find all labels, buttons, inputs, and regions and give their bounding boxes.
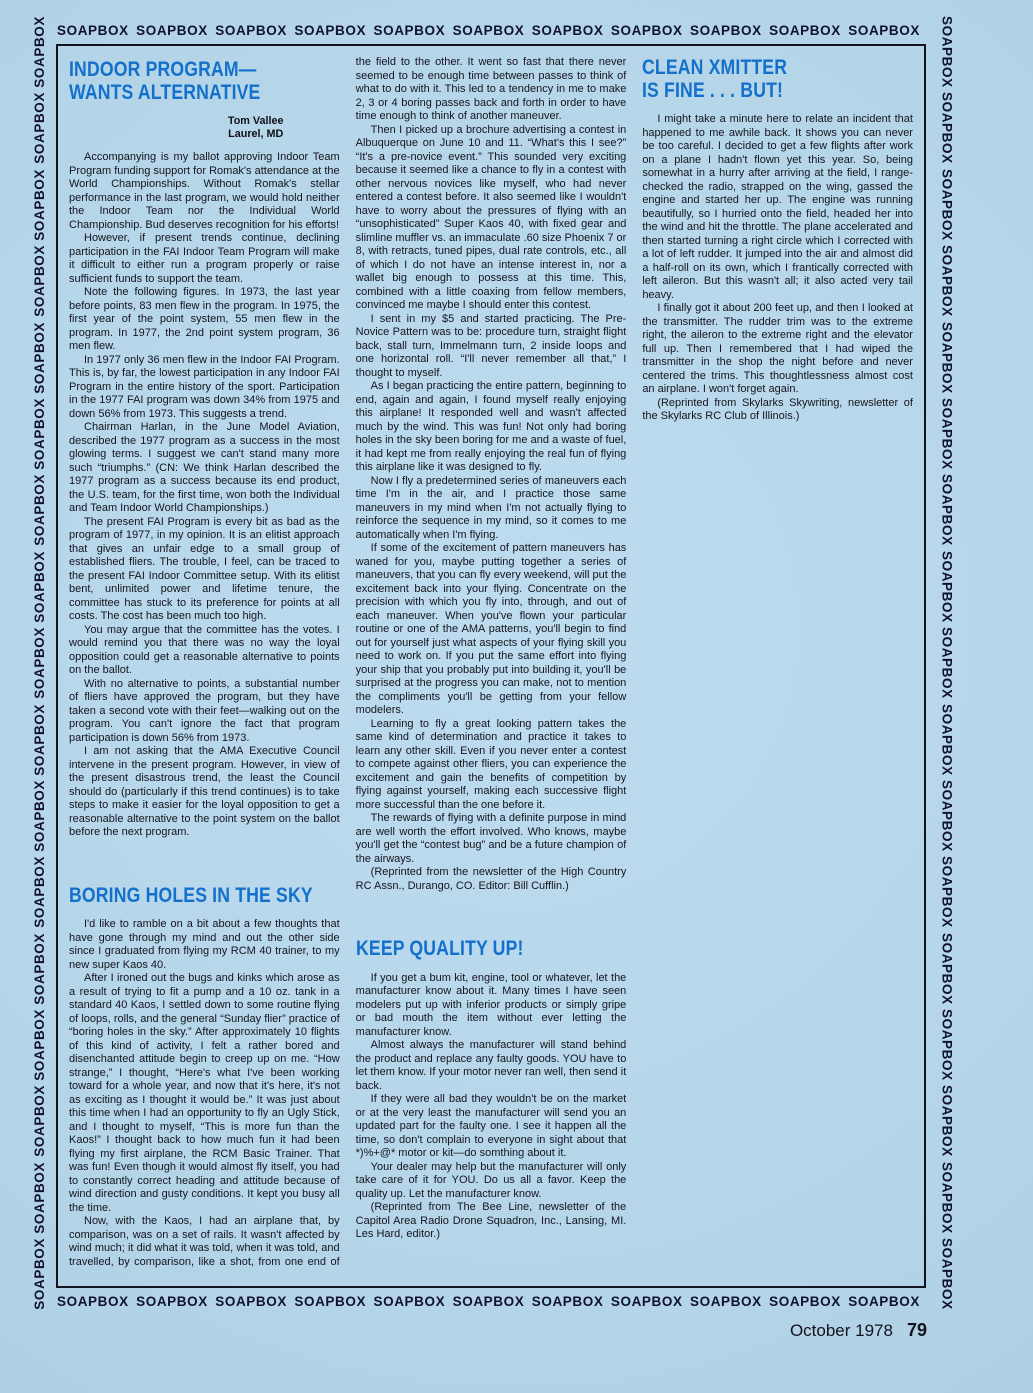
border-word: SOAPBOX [31, 397, 47, 470]
border-word: SOAPBOX [939, 550, 955, 623]
border-word: SOAPBOX [294, 23, 367, 38]
headline-line: WANTS ALTERNATIVE [69, 79, 261, 104]
headline-indoor-program [69, 58, 340, 103]
headline-boring-holes [69, 884, 340, 907]
body-paragraph: With no alternative to points, a substantial number of fliers have approved the program, but they have taken a second vote with their feet—walking out on the program. You can't ignore the fact that program participation is down 56% from 1973. [69, 677, 340, 744]
border-word: SOAPBOX [31, 779, 47, 852]
body-paragraph: If you get a bum kit, engine, tool or whatever, let the manufacturer know about it. Many times I have seen modelers put up with inferior products or simply gripe or bad mouth the item without ever letting the manufacturer know. [355, 971, 627, 1038]
body-paragraph: If they were all bad they wouldn't be on the market or at the very least the manufacturer will send you an updated part for the faulty one. I see it happen all the time, so don't complain to everyone in sight about that *)%+@* motor or kit—do somthing about it. [355, 1093, 627, 1159]
border-word: SOAPBOX [136, 23, 208, 38]
body-paragraph: Almost always the manufacturer will stand behind the product and replace any faulty goods. YOU have to let them know. If your motor never ran well, then send it back. [355, 1039, 627, 1092]
border-word: SOAPBOX [531, 1294, 604, 1309]
body-paragraph: After I ironed out the bugs and kinks which arose as a result of trying to fit a pump and a 10 oz. tank in a standard 40 Kaos, I settled down to some routine flying of loops, rolls, and the general “Sunday flier” practice of “boring holes in the sky.” After approximately 10 flights of this kind of activity, I felt a rather bored and disenchanted attitude begin to creep up on me. “How strange,” I thought, “Here's what I've been working toward for a whole year, and now that it's here, it's not as exciting as I thought it would be.” It was just about this time when I had an opportunity to fly an Ugly Stick, and I thought to myself, “This is more fun than the Kaos!” I thought back to how much fun it had been flying my first airplane, the RCM Basic Trainer. That was fun! Even though it would almost fly itself, you had to constantly correct heading and attitude because of wind direction and gusty conditions. It kept you busy all the time. [69, 972, 340, 1214]
border-word: SOAPBOX [31, 703, 47, 776]
border-word: SOAPBOX [31, 321, 47, 394]
border-word: SOAPBOX [939, 168, 955, 241]
border-word: SOAPBOX [31, 627, 47, 699]
body-paragraph: Now, with the Kaos, I had an airplane that, by comparison, was on a set of rails. It wasn't affected by wind much; it did what it was told, when it was told, and travelled, by comparison, like a shot, from one end of the field to the other. It went so fast that there never seemed to be enough time between passes to think of what to do with it. This led to a tendency in me to make 2, 3 or 4 boring passes back and forth in order to have time enough to think of another maneuver. [69, 56, 627, 1268]
border-word: SOAPBOX [452, 23, 525, 38]
border-word: SOAPBOX [215, 1294, 287, 1309]
body-paragraph: I'd like to ramble on a bit about a few thoughts that have gone through my mind and out the other side since I graduated from flying my RCM 40 trainer, to my new super Kaos 40. [69, 918, 340, 971]
border-word: SOAPBOX [373, 23, 446, 38]
body-paragraph: The present FAI Program is every bit as bad as the program of 1977, in my opinion. It is an elitist approach that gives an unfair edge to a small group of established fliers. The trouble, I feel, can be traced to the present FAI Indoor Committee setup. With its elitist bent, unlimited power and lifetime tenure, the committee has stuck to its preference for points at all costs. The cost has been much too high. [69, 515, 340, 622]
border-word: SOAPBOX [939, 474, 955, 547]
headline-line: BORING HOLES IN THE SKY [69, 882, 313, 907]
border-word: SOAPBOX [610, 23, 683, 38]
border-word: SOAPBOX [57, 23, 129, 38]
border-soapbox-left [28, 16, 50, 1310]
body-paragraph: Then I picked up a brochure advertising a contest in Albuquerque on June 10 and 11. “What's this I see?” “It's a pre-novice event.” This sounded very exciting because it seemed like a chance to fly in a contest with other nervous novices like myself, who had never entered a contest before. It also seemed like I wouldn't have to worry about the pressures of flying with an “unsophisticated” Super Kaos 40, with fixed gear and slimline muffler vs. an immaculate .60 size Phoenix 7 or 8, with retracts, tuned pipes, dual rate controls, etc., all of which I do not have an intense interest in, nor a wallet big enough to possess at this time. This, combined with a little coaxing from fellow members, convinced me maybe I should enter this contest. [355, 123, 627, 311]
byline [177, 115, 334, 141]
body-paragraph: I sent in my $5 and started practicing. The Pre-Novice Pattern was to be: procedure turn, straight flight back, stall turn, Immelmann turn, 2 inside loops and one horizontal roll. “I'll never remember all that,” I thought to myself. [355, 312, 627, 379]
border-word: SOAPBOX [31, 1161, 47, 1234]
body-paragraph: Now I fly a predetermined series of maneuvers each time I'm in the air, and I practice those same maneuvers in my mind when I'm not actually flying to reinforce the sequence in my mind, so it comes to me automatically when I'm flying. [355, 474, 627, 541]
border-word: SOAPBOX [690, 23, 762, 38]
body-paragraph: The rewards of flying with a definite purpose in mind are well worth the effort involved. Who knows, maybe you'll get the “contest bug” and be a future champion of the airways. [355, 812, 627, 865]
border-word: SOAPBOX [769, 1294, 841, 1309]
border-word: SOAPBOX [531, 23, 604, 38]
border-word: SOAPBOX [939, 779, 955, 852]
border-word: SOAPBOX [939, 92, 955, 165]
body-paragraph: (Reprinted from Skylarks Skywriting, newsletter of the Skylarks RC Club of Illinois.) [642, 396, 913, 422]
border-soapbox-bottom [57, 1294, 920, 1309]
body-paragraph: I might take a minute here to relate an incident that happened to me awhile back. It shows you can never be too careful. I decided to get a few flights after work on a plane I hadn't flown yet this year. So, being somewhat in a hurry after arriving at the field, I range-checked the radio, strapped on the wing, gassed the engine and started her up. The engine was running beautifully, so I hurried onto the field, headed her into the wind and hit the throttle. The plane accelerated and then started turning a right circle which I corrected with a lot of left rudder. It jumped into the air and almost did a half-roll on its own, which I frantically corrected with left aileron. But this wasn't all; it also acted very tail heavy. [642, 113, 913, 301]
border-word: SOAPBOX [848, 23, 920, 38]
border-word: SOAPBOX [373, 1294, 446, 1309]
border-word: SOAPBOX [939, 627, 955, 699]
border-word: SOAPBOX [31, 1009, 47, 1081]
border-word: SOAPBOX [939, 397, 955, 470]
border-word: SOAPBOX [31, 474, 47, 547]
border-word: SOAPBOX [31, 1238, 47, 1310]
border-word: SOAPBOX [294, 1294, 367, 1309]
border-word: SOAPBOX [690, 1294, 762, 1309]
body-paragraph: You may argue that the committee has the votes. I would remind you that there was no way the loyal opposition could get a reasonable alternative to points on the ballot. [69, 623, 340, 676]
byline-line: Tom Vallee [227, 115, 284, 127]
page-footer [790, 1320, 927, 1341]
page-number: 79 [906, 1320, 927, 1340]
border-word: SOAPBOX [939, 703, 955, 776]
border-word: SOAPBOX [31, 932, 47, 1005]
article-keep-quality [356, 937, 627, 1242]
border-word: SOAPBOX [31, 16, 47, 88]
issue-date: October 1978 [789, 1321, 893, 1340]
border-word: SOAPBOX [136, 1294, 208, 1309]
article-columns [69, 56, 913, 1276]
body-paragraph: In 1977 only 36 men flew in the Indoor FAI Program. This is, by far, the lowest participation in any Indoor FAI Program in the entire history of the sport. Participation in the 1977 FAI program was down 34% from 1975 and down 56% from 1973. This suggests a trend. [69, 353, 340, 420]
border-word: SOAPBOX [215, 23, 287, 38]
border-word: SOAPBOX [939, 1009, 955, 1081]
body-paragraph: Accompanying is my ballot approving Indoor Team Program funding support for Romak's attendance at the World Championships. Without Romak's stellar performance in the last program, we would hold neither the Indoor Team nor the Individual World Championship. Bud deserves recognition for his efforts! [69, 151, 340, 231]
article-indoor-program [69, 58, 340, 840]
border-word: SOAPBOX [939, 245, 955, 317]
border-word: SOAPBOX [610, 1294, 683, 1309]
border-word: SOAPBOX [939, 16, 955, 88]
headline-line: CLEAN XMITTER [642, 56, 788, 79]
border-word: SOAPBOX [452, 1294, 525, 1309]
headline-line: IS FINE . . . BUT! [642, 77, 784, 102]
border-word: SOAPBOX [31, 1085, 47, 1158]
body-paragraph: If some of the excitement of pattern maneuvers has waned for you, maybe putting together a series of maneuvers, that you can fly every weekend, will put the excitement back into your flying. Concentrate on the precision with which you fly into, through, and out of each maneuver. When you've flown your particular routine or one of the AMA patterns, you'll begin to find out for yourself just what aspects of your flying skill you need to work on. If you put the same effort into flying your ship that you probably put into building it, you'll be surprised at the progress you can make, not to mention the compliments you'll be getting from your fellow modelers. [355, 542, 627, 716]
border-word: SOAPBOX [31, 856, 47, 929]
border-word: SOAPBOX [769, 23, 841, 38]
body-paragraph: I finally got it about 200 feet up, and then I looked at the transmitter. The rudder trim was to the extreme right, the aileron to the extreme right and the elevator full up. Then I remembered that I had wiped the transmitter in the shop the night before and never centered the trims. This thoughtlessness almost cost an airplane. I won't forget again. [642, 302, 913, 395]
border-word: SOAPBOX [939, 1161, 955, 1234]
border-word: SOAPBOX [939, 1238, 955, 1310]
border-word: SOAPBOX [939, 1085, 955, 1158]
headline-line: KEEP QUALITY UP! [355, 936, 524, 960]
border-word: SOAPBOX [939, 932, 955, 1005]
body-paragraph: Your dealer may help but the manufacturer will only take care of it for YOU. Do us all a favor. Keep the quality up. Let the manufacturer know. [355, 1160, 627, 1200]
border-word: SOAPBOX [939, 321, 955, 394]
border-soapbox-top [57, 23, 920, 38]
border-word: SOAPBOX [31, 245, 47, 317]
border-word: SOAPBOX [31, 550, 47, 623]
headline-clean-xmitter [642, 56, 913, 101]
headline-line: INDOOR PROGRAM— [69, 57, 257, 81]
border-word: SOAPBOX [31, 168, 47, 241]
body-paragraph: Learning to fly a great looking pattern takes the same kind of determination and practice it takes to learn any other skill. Even if you never enter a contest to compete against other fliers, you can experience the excitement and gain the benefits of competition by flying against yourself, making each successive flight more successful than the one before it. [355, 717, 627, 811]
body-paragraph: Chairman Harlan, in the June Model Aviation, described the 1977 program as a success in the most glowing terms. I suggest we can't stand many more such “triumphs.” (CN: We think Harlan described the 1977 program as a success because its end product, the U.S. team, for the first time, won both the Individual and Team Indoor World Championships.) [69, 421, 340, 514]
content-frame [56, 44, 926, 1288]
body-paragraph: (Reprinted from The Bee Line, newsletter of the Capitol Area Radio Drone Squadron, Inc., Lansing, MI. Les Hard, editor.) [355, 1201, 627, 1240]
body-paragraph: As I began practicing the entire pattern, beginning to end, again and again, I found myself really enjoying this airplane! It responded well and wasn't affected much by the wind. This was fun! Not only had boring holes in the sky been boring for me and a waste of fuel, it had kept me from really enjoying the real fun of flying this airplane like it was designed to fly. [355, 380, 627, 473]
border-soapbox-right [936, 16, 958, 1310]
border-word: SOAPBOX [848, 1294, 920, 1309]
byline-line: Laurel, MD [228, 128, 284, 140]
body-paragraph: (Reprinted from the newsletter of the High Country RC Assn., Durango, CO. Editor: Bill Cufflin.) [355, 866, 627, 892]
body-paragraph: Note the following figures. In 1973, the last year before points, 83 men flew in the program. In 1975, the first year of the point system, 55 men flew in the program. In 1977, the 2nd point system program, 36 men flew. [69, 286, 340, 352]
border-word: SOAPBOX [939, 856, 955, 929]
body-paragraph: I am not asking that the AMA Executive Council intervene in the present program. However, in view of the present disastrous trend, the least the Council should do (particularly if this trend continues) is to take steps to make it easier for the loyal opposition to get a reasonable alternative to the point system on the ballot before the next program. [69, 745, 340, 838]
border-word: SOAPBOX [57, 1294, 129, 1309]
headline-keep-quality [356, 937, 627, 960]
border-word: SOAPBOX [31, 92, 47, 165]
body-paragraph: However, if present trends continue, declining participation in the FAI Indoor Team Program will make it difficult to either run a program properly or raise sufficient funds to support the team. [69, 232, 340, 285]
article-clean-xmitter [642, 56, 913, 424]
